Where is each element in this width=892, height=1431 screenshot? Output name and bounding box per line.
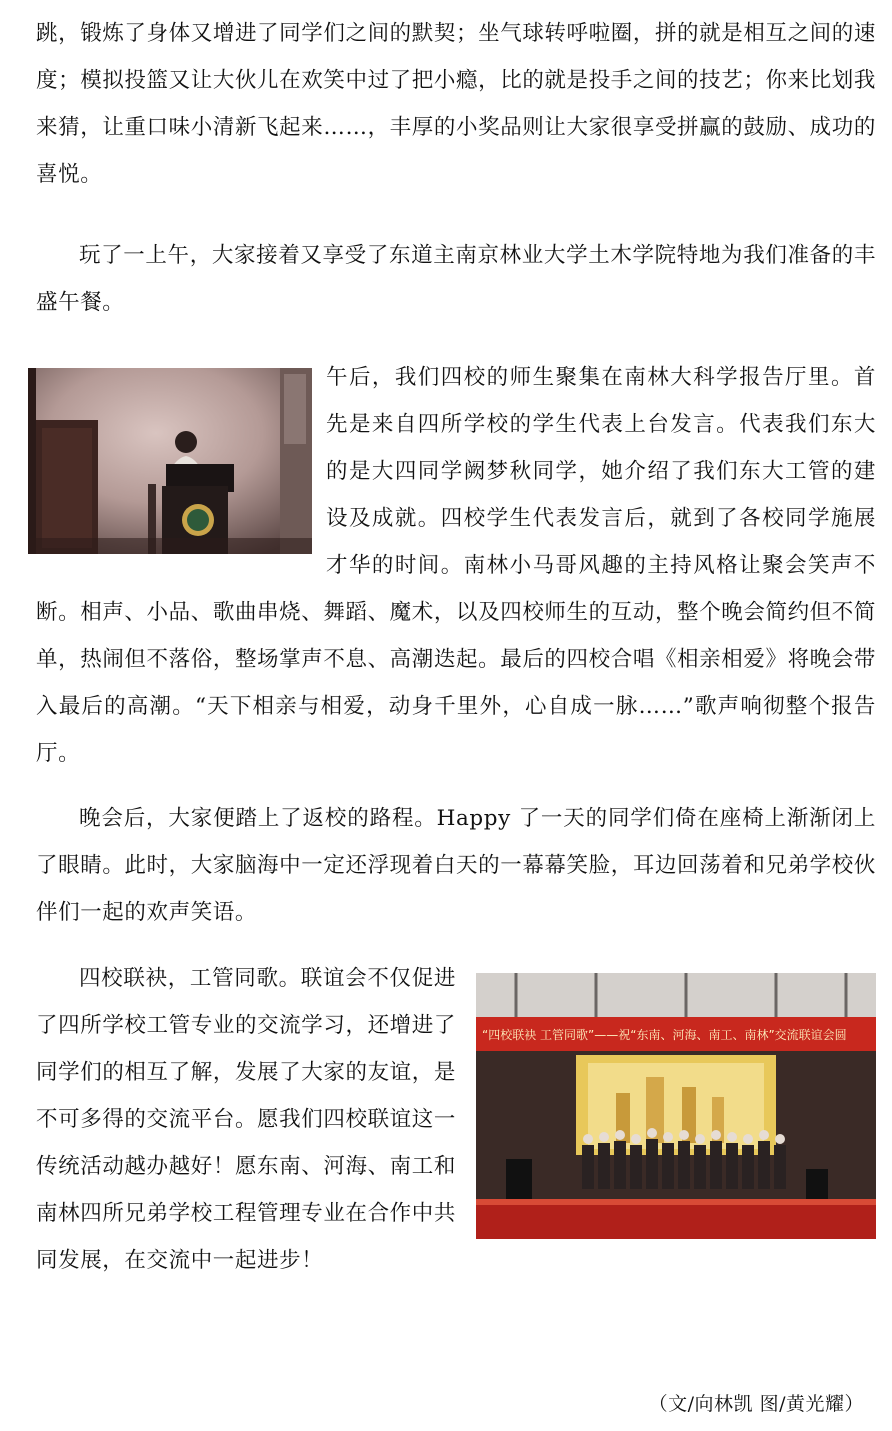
stage-banner-text: “四校联袂 工管同歌”——祝“东南、河海、南工、南林”交流联谊会圆 <box>482 1028 847 1042</box>
section-afternoon <box>36 354 876 777</box>
paragraph-evening: 晚会后，大家便踏上了返校的路程。Happy 了一天的同学们倚在座椅上渐渐闭上了眼睛。此时，大家脑海中一定还浮现着白天的一幕幕笑脸，耳边回荡着和兄弟学校伙伴们一起的欢声笑语。 <box>36 806 876 925</box>
section-closing <box>36 955 876 1284</box>
paragraph-closing: 四校联袂，工管同歌。联谊会不仅促进了四所学校工管专业的交流学习，还增进了同学们的相互了解，发展了大家的友谊，是不可多得的交流平台。愿我们四校联谊这一传统活动越办越好！愿东南、河海、南工和南林四所兄弟学校工程管理专业在合作中共同发展，在交流中一起进步！ <box>36 966 456 1273</box>
paragraph-lunch: 玩了一上午，大家接着又享受了东道主南京林业大学土木学院特地为我们准备的丰盛午餐。 <box>36 243 876 315</box>
stage-photo-image <box>476 973 876 1239</box>
article-credit: （文/向林凯 图/黄光耀） <box>648 1393 864 1415</box>
paragraph-afternoon: 午后，我们四校的师生聚集在南林大科学报告厅里。首先是来自四所学校的学生代表上台发言。代表我们东大的是大四同学阙梦秋同学，她介绍了我们东大工管的建设及成就。四校学生代表发言后，就到了各校同学施展才华的时间。南林小马哥风趣的主持风格让聚会笑声不断。相声、小品、歌曲串烧、舞蹈、魔术，以及四校师生的互动，整个晚会简约但不简单，热闹但不落俗，整场掌声不息、高潮迭起。最后的四校合唱《相亲相爱》将晚会带入最后的高潮。“天下相亲与相爱，动身千里外，心自成一脉……”歌声响彻整个报告厅。 <box>36 365 876 766</box>
paragraph-morning-games: 跳，锻炼了身体又增进了同学们之间的默契；坐气球转呼啦圈，拼的就是相互之间的速度；模拟投篮又让大伙儿在欢笑中过了把小瘾，比的就是投手之间的技艺；你来比划我来猜，让重口味小清新飞起来……，丰厚的小奖品则让大家很享受拼赢的鼓励、成功的喜悦。 <box>36 21 876 187</box>
speaker-photo <box>28 368 312 554</box>
speaker-photo-image <box>28 368 312 554</box>
stage-photo <box>476 973 876 1239</box>
